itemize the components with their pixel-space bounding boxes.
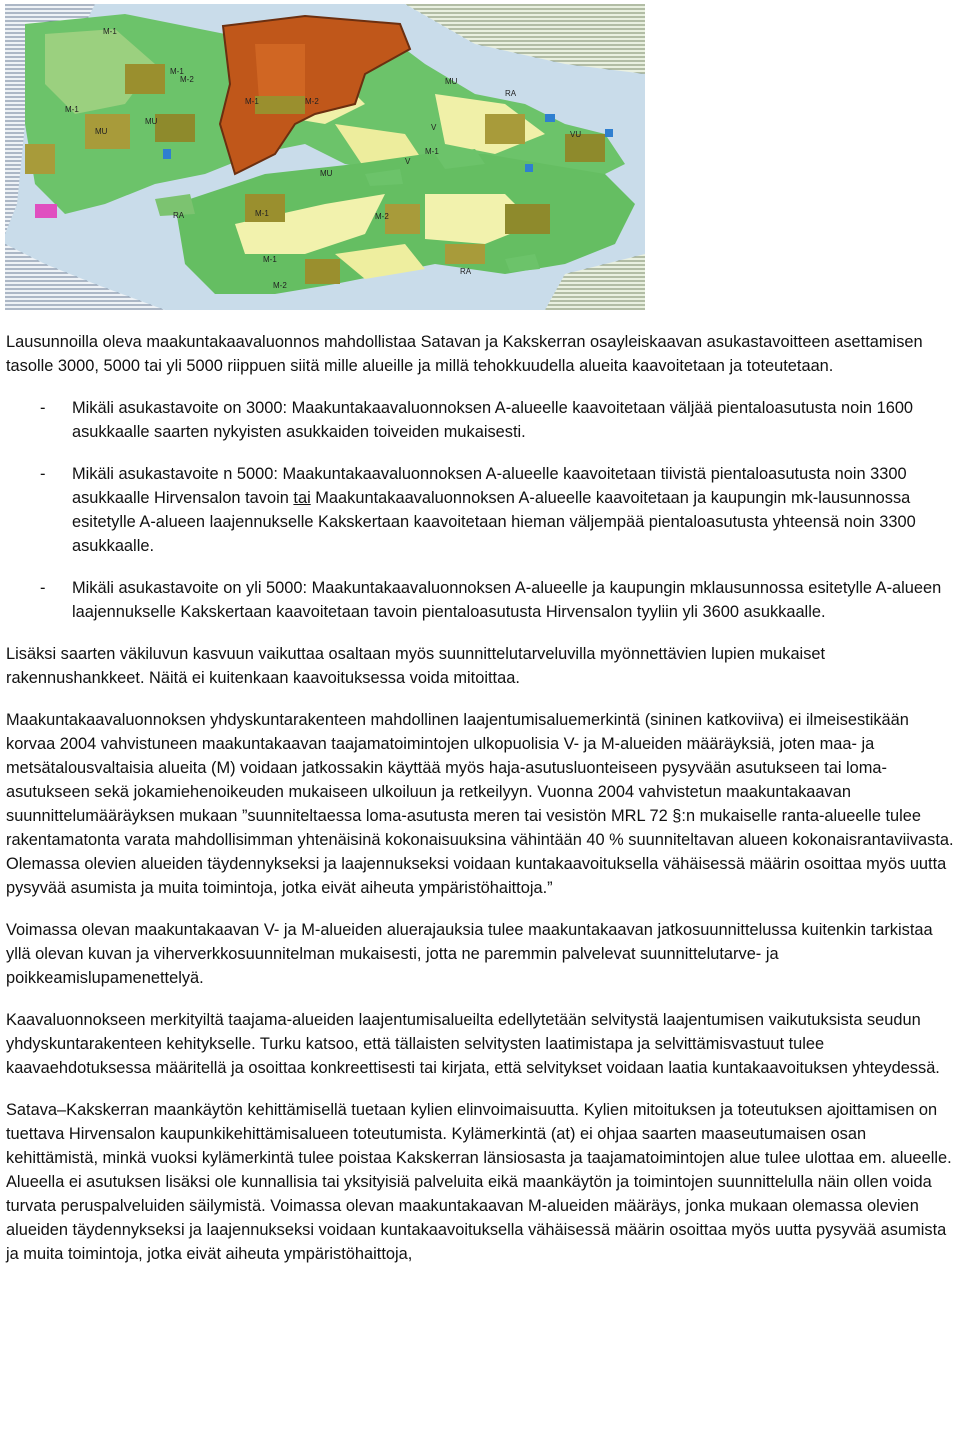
paragraph: Voimassa olevan maakuntakaavan V- ja M-alueiden aluerajauksia tulee maakuntakaavan jatkosuunnittelussa kuitenkin tarkistaa yllä olevan kuvan ja viherverkkosuunnitelman mukaisesti, jotta ne paremmin palvelevat suunnittelutarve- ja poikkeamislupamenettelyä. — [6, 921, 933, 987]
map-label: MU — [320, 169, 333, 178]
map-label: RA — [505, 89, 517, 98]
paragraph: Kaavaluonnokseen merkityiltä taajama-alueiden laajentumisalueilta edellytetään selvitystä laajentumisen vaikutuksista seudun yhdyskuntarakenteen kehitykselle. Turku katsoo, että tällaisten selvitysten laatimistapa ja selvittämisvastuut tulee kaavaehdotuksessa määritellä ja osoittaa konkreettisesti tai kirjata, että selvitykset voidaan laatia kuntakaavoituksen yhteydessä. — [6, 1011, 940, 1077]
map-label: VU — [570, 130, 582, 139]
map-label: MU — [95, 127, 108, 136]
map-label: M-1 — [263, 255, 277, 264]
list-bullet: - — [40, 399, 46, 417]
map-label: V — [431, 123, 437, 132]
document-body — [6, 330, 958, 1284]
paragraph: Maakuntakaavaluonnoksen yhdyskuntarakenteen mahdollinen laajentumisaluemerkintä (sininen katkoviiva) ei ilmeisestikään korvaa 2004 vahvistuneen maakuntakaavan taajamatoimintojen ulkopuolisia V- ja M-alueiden määräyksiä, joten maa- ja metsätalousvaltaisia alueita (M) voidaan jatkossakin käyttää myös haja-asutusluonteiseen pysyvään asutukseen tai loma-asutukseen sekä jokamiehenoikeuden mukaiseen ulkoiluun ja retkeilyyn. Vuonna 2004 vahvistetun maakuntakaavan suunnittelumääräyksen mukaan ”suunniteltaessa loma-asutusta meren tai vesistön MRL 72 §:n mukaiselle ranta-alueelle tulee rakentamatonta varata mahdollisimman yhtenäisinä kokonaisuuksina vähintään 40 % suunniteltavan alueen kokonaisrantaviivasta. Olemassa olevien alueiden täydennykseksi ja laajennukseksi voidaan kuntakaavoituksella vähäisessä määrin osoittaa myös uutta pysyvää asumista ja muita toimintoja, jotka eivät aiheuta ympäristöhaittoja.” — [6, 711, 954, 897]
map-label: M-2 — [375, 212, 389, 221]
intro-paragraph: Lausunnoilla oleva maakuntakaavaluonnos mahdollistaa Satavan ja Kakskerran osayleiskaavan asukastavoitteen asettamisen tasolle 3000, 5000 tai yli 5000 riippuen siitä mille alueille ja millä tehokkuudella alueita kaavoitetaan ja toteutetaan. — [6, 333, 923, 375]
map-label: M-2 — [273, 281, 287, 290]
map-label: M-1 — [65, 105, 79, 114]
map-label: V — [405, 157, 411, 166]
list-item-text: Mikäli asukastavoite on yli 5000: Maakuntakaavaluonnoksen A-alueelle ja kaupungin mklausunnossa esitetylle A-alueen laajennukselle Kakskertaan kaavoitetaan tavoin pientaloasutusta Hirvensalon tyyliin yli 3600 asukkaalle. — [72, 579, 942, 621]
list-item-text — [72, 462, 958, 558]
map-label: RA — [173, 211, 185, 220]
map-label: M-1 — [170, 67, 184, 76]
map-label: M-2 — [180, 75, 194, 84]
map-label: M-1 — [425, 147, 439, 156]
list-bullet: - — [40, 465, 46, 483]
map-label: M-1 — [245, 97, 259, 106]
list-item-text-part: Mikäli asukastavoite n 5000: Maakuntakaavaluonnoksen A-alueelle kaavoitetaan tiivistä pientaloasutusta noin 3300 asukkaalle Hirvensalon tavoin — [72, 465, 907, 507]
list-item-text-part: Maakuntakaavaluonnoksen A-alueelle kaavoitetaan ja kaupungin mk-lausunnossa esitetylle A-alueen laajennukselle Kakskertaan kaavoitetaan hieman väljempää pientaloasutusta yhteensä noin 3300 asukkaalle. — [72, 489, 916, 555]
paragraph: Lisäksi saarten väkiluvun kasvuun vaikuttaa osaltaan myös suunnittelutarveluvilla myönnettävien lupien mukaiset rakennushankkeet. Näitä ei kuitenkaan kaavoituksessa voida mitoittaa. — [6, 645, 826, 687]
list-bullet: - — [40, 579, 46, 597]
map-label: M-1 — [103, 27, 117, 36]
map-label: M-2 — [305, 97, 319, 106]
list-item — [6, 576, 958, 624]
map-label: MU — [145, 117, 158, 126]
map-label: M-1 — [255, 209, 269, 218]
map-label: RA — [460, 267, 472, 276]
paragraph: Satava–Kakskerran maankäytön kehittämisellä tuetaan kylien elinvoimaisuutta. Kylien mitoituksen ja toteutuksen ajoittamisen on tuettava Hirvensalon kaupunkikehittämisalueen toteutumista. Kylämerkintä (at) ei ohjaa saarten maaseutumaisen osan kehittämistä, minkä vuoksi kylämerkintä tulee poistaa Kakskerran länsiosasta ja taajamatoimintojen alue tulee ulottaa em. alueelle. Alueella ei asutuksen lisäksi ole kunnallisia tai yksityisiä palveluita eikä maankäytön ja toimintojen suunnittelulla näin ollen voida turvata peruspalveluiden säilymistä. Voimassa olevan maakuntakaavan M-alueiden määräys, jonka mukaan olemassa olevien alueiden täydennykseksi ja laajennukseksi voidaan kuntakaavoituksella vähäisessä määrin osoittaa myös uutta pysyvää asumista ja muita toimintoja, jotka eivät aiheuta ympäristöhaittoja, — [6, 1101, 952, 1263]
list-item — [6, 462, 958, 558]
list-item — [6, 396, 958, 444]
underlined-word: tai — [293, 489, 311, 507]
list-item-text: Mikäli asukastavoite on 3000: Maakuntakaavaluonnoksen A-alueelle kaavoitetaan väljää pientaloasutusta noin 1600 asukkaalle saarten nykyisten asukkaiden toiveiden mukaisesti. — [72, 399, 914, 441]
map-label: MU — [445, 77, 458, 86]
land-use-map — [5, 4, 645, 310]
